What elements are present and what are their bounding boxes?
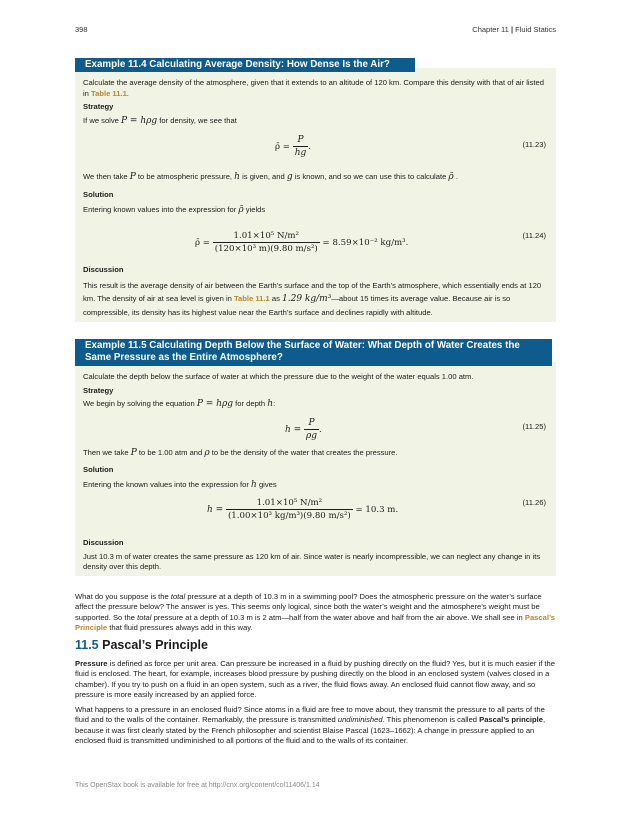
- body-paragraph-3: What happens to a pressure in an enclosed fluid? Since atoms in a fluid are free to move about, they transmit the pressure to all parts of the fluid and to the walls of the container. Remarkably, the pressure is transmitted undiminished. This phenomenon is called Pascal’s principle, because it was first clearly stated by the French philosopher and scientist Blaise Pascal (1623–1662): A change in pressure applied to an enclosed fluid is transmitted undiminished to all portions of the fluid and to the walls of its container.: [75, 705, 546, 746]
- inline-equation: P = hρg: [121, 115, 158, 126]
- chapter-label: Chapter 11: [472, 25, 509, 34]
- example-11-4-title: Example 11.4 Calculating Average Density: How Dense Is the Air?: [75, 58, 415, 72]
- then-text: Then we take P to be 1.00 atm and ρ to be the density of the water that creates the pressure.: [83, 448, 398, 458]
- table-11-1-link[interactable]: Table 11.1: [233, 293, 270, 303]
- example-11-4-box: [75, 68, 556, 322]
- solution-heading: Solution: [83, 189, 114, 199]
- example-11-5-discussion: [83, 538, 548, 573]
- example-11-4-body-2: [83, 172, 548, 216]
- pascals-principle-link[interactable]: Pascal’s Principle: [75, 612, 556, 633]
- page-number: 398: [75, 25, 88, 34]
- section-number: 11.5: [75, 638, 99, 652]
- header-separator: |: [510, 25, 514, 34]
- section-title: [75, 638, 208, 652]
- body-paragraph-2: Pressure is defined as force per unit area. Can pressure be increased in a fluid by pushing directly on the fluid? Yes, but it is much easier if the fluid is enclosed. The heart, for example, increases blood pressure by pushing directly on the blood in an enclosed system (valves closed in a chamber). If you try to push on a fluid in an open system, such as a river, the fluid flows away. An enclosed fluid cannot flow away, and so pressure is more easily increased by an applied force.: [75, 659, 555, 700]
- discussion-text: Just 10.3 m of water creates the same pressure as 120 km of air. Since water is nearly incompressible, we can neglect any change in its density over this depth.: [83, 551, 541, 572]
- table-11-1-link[interactable]: Table 11.1: [91, 88, 127, 98]
- example-11-5-body-2: [83, 448, 548, 491]
- section-title-text: Pascal’s Principle: [102, 638, 208, 652]
- strategy-text: We begin by solving the equation P = hρg for depth h:: [83, 399, 276, 410]
- chapter-title: Fluid Statics: [515, 25, 556, 34]
- discussion-text: This result is the average density of air between the Earth’s surface and the top of the Earth’s atmosphere, which essentially ends at 120 km. The density of air at sea level is given in Table 11.1 as 1.29 kg/m³—about 15 times its average value. Because air is so compressible, its density has its highest value near the Earth’s surface and declines rapidly with altitude.: [83, 280, 542, 317]
- example-11-5-title: Example 11.5 Calculating Depth Below the Surface of Water: What Depth of Water Creates the Same Pressure as the Entire Atmosphere?: [75, 339, 552, 366]
- equation-number: (11.25): [522, 422, 546, 431]
- example-11-5-body: [83, 372, 548, 410]
- discussion-heading: Discussion: [83, 265, 124, 274]
- equation-11-26: h = $\frac{\text{1.01×10⁵ N/m²}}{\text{(1.00×10³ kg/m³)(9.80 m/s²)}}$ = 10.3 m.: [207, 498, 399, 521]
- footer-text: This OpenStax book is available for free at http://cnx.org/content/col11406/1.14: [75, 782, 320, 789]
- body-paragraph-1: What do you suppose is the total pressure at a depth of 10.3 m in a swimming pool? Does the atmospheric pressure on the water’s surface affect the pressure below? The answer is yes. This seems only logical, since both the water’s weight and the atmosphere’s weight must be supported. So the total pressure at a depth of 10.3 m is 2 atm—half from the water above and half from the air above. We shall see in Pascal’s Principle that fluid pressures always add in this way.: [75, 592, 556, 633]
- strategy-heading: Strategy: [83, 102, 114, 112]
- example-11-4-body: [83, 78, 548, 126]
- equation-11-25: h = $\frac{P}{\rho g}$ .: [285, 418, 322, 441]
- equation-11-23: ρ̄ = $\frac{P}{hg}$ .: [275, 135, 312, 158]
- equation-11-24: ρ̄ = $\frac{\text{1.01×10⁵ N/m²}}{\text{(120×10³ m)(9.80 m/s²)}}$ = 8.59×10⁻² kg/m³.: [195, 231, 409, 254]
- example-11-5-intro: Calculate the depth below the surface of water at which the pressure due to the weight of the water equals 1.00 atm.: [83, 372, 474, 381]
- example-11-5-box: [75, 362, 556, 576]
- discussion-heading: Discussion: [83, 538, 124, 547]
- example-11-4-intro: Calculate the average density of the atmosphere, given that it extends to an altitude of 120 km. Compare this density with that of air listed in Table 11.1.: [83, 78, 544, 98]
- equation-number: (11.24): [522, 231, 546, 240]
- solution-text: Entering known values into the expression for ρ̄ yields: [83, 205, 266, 216]
- equation-number: (11.23): [522, 140, 546, 149]
- then-text: We then take P to be atmospheric pressure, h is given, and g is known, and so we can use this to calculate ρ̄ .: [83, 172, 458, 182]
- strategy-text: If we solve P = hρg for density, we see that: [83, 115, 237, 126]
- solution-text: Entering the known values into the expression for h gives: [83, 480, 277, 491]
- running-header: [472, 25, 556, 34]
- solution-heading: Solution: [83, 464, 114, 474]
- example-11-4-discussion: [83, 265, 548, 319]
- strategy-heading: Strategy: [83, 385, 114, 395]
- equation-number: (11.26): [522, 498, 546, 507]
